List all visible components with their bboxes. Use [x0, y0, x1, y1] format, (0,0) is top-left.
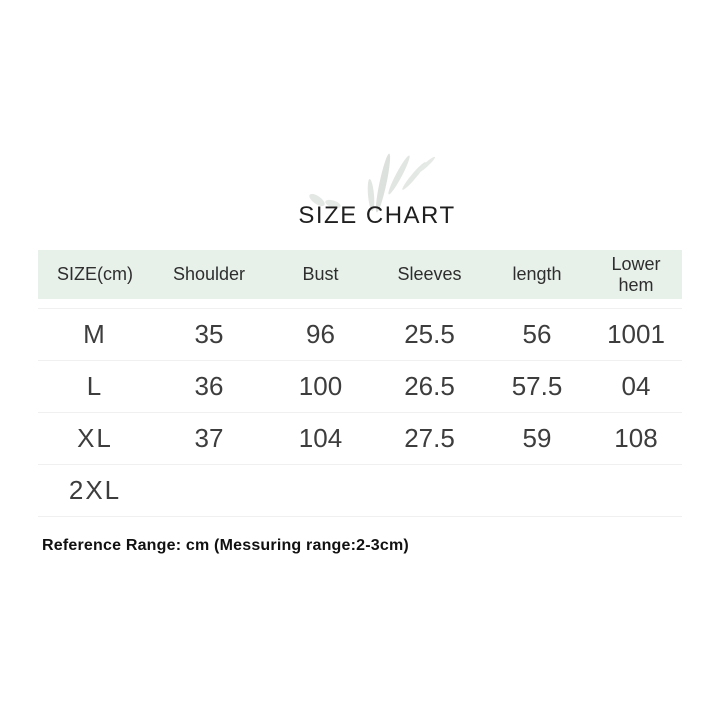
value-cell: 35 — [194, 319, 224, 350]
table-body — [38, 308, 682, 517]
column-header-sleeves: Sleeves — [397, 264, 462, 285]
reference-note: Reference Range: cm (Messuring range:2-3cm) — [42, 537, 409, 554]
value-cell: 57.5 — [511, 371, 563, 402]
size-cell: XL — [77, 423, 113, 454]
value-cell: 100 — [298, 371, 343, 402]
column-header-bust: Bust — [302, 264, 339, 285]
value-cell: 108 — [614, 423, 658, 454]
table-row-2xl — [38, 465, 682, 517]
value-cell: 59 — [522, 423, 552, 454]
value-cell: 56 — [522, 319, 552, 350]
page-title: SIZE CHART — [298, 202, 456, 229]
value-cell: 27.5 — [404, 423, 455, 454]
value-cell: 104 — [298, 423, 343, 454]
value-cell: 04 — [621, 371, 651, 402]
value-cell: 37 — [194, 423, 224, 454]
column-header-length: length — [512, 264, 562, 285]
column-header-shoulder: Shoulder — [172, 264, 246, 285]
size-cell: L — [86, 371, 104, 402]
value-cell: 1001 — [607, 319, 665, 350]
table-row-l — [38, 361, 682, 413]
size-cell: 2XL — [68, 475, 122, 506]
size-cell: M — [83, 319, 107, 350]
value-cell: 36 — [194, 371, 224, 402]
column-header-size: SIZE(cm) — [57, 264, 133, 285]
value-cell: 96 — [306, 319, 335, 350]
column-header-lower-hem: Lower hem — [611, 254, 661, 295]
size-table — [38, 250, 682, 517]
value-cell: 26.5 — [404, 371, 455, 402]
table-row-xl — [38, 413, 682, 465]
table-header-row — [38, 250, 682, 299]
value-cell: 25.5 — [404, 319, 455, 350]
table-row-m — [38, 309, 682, 361]
